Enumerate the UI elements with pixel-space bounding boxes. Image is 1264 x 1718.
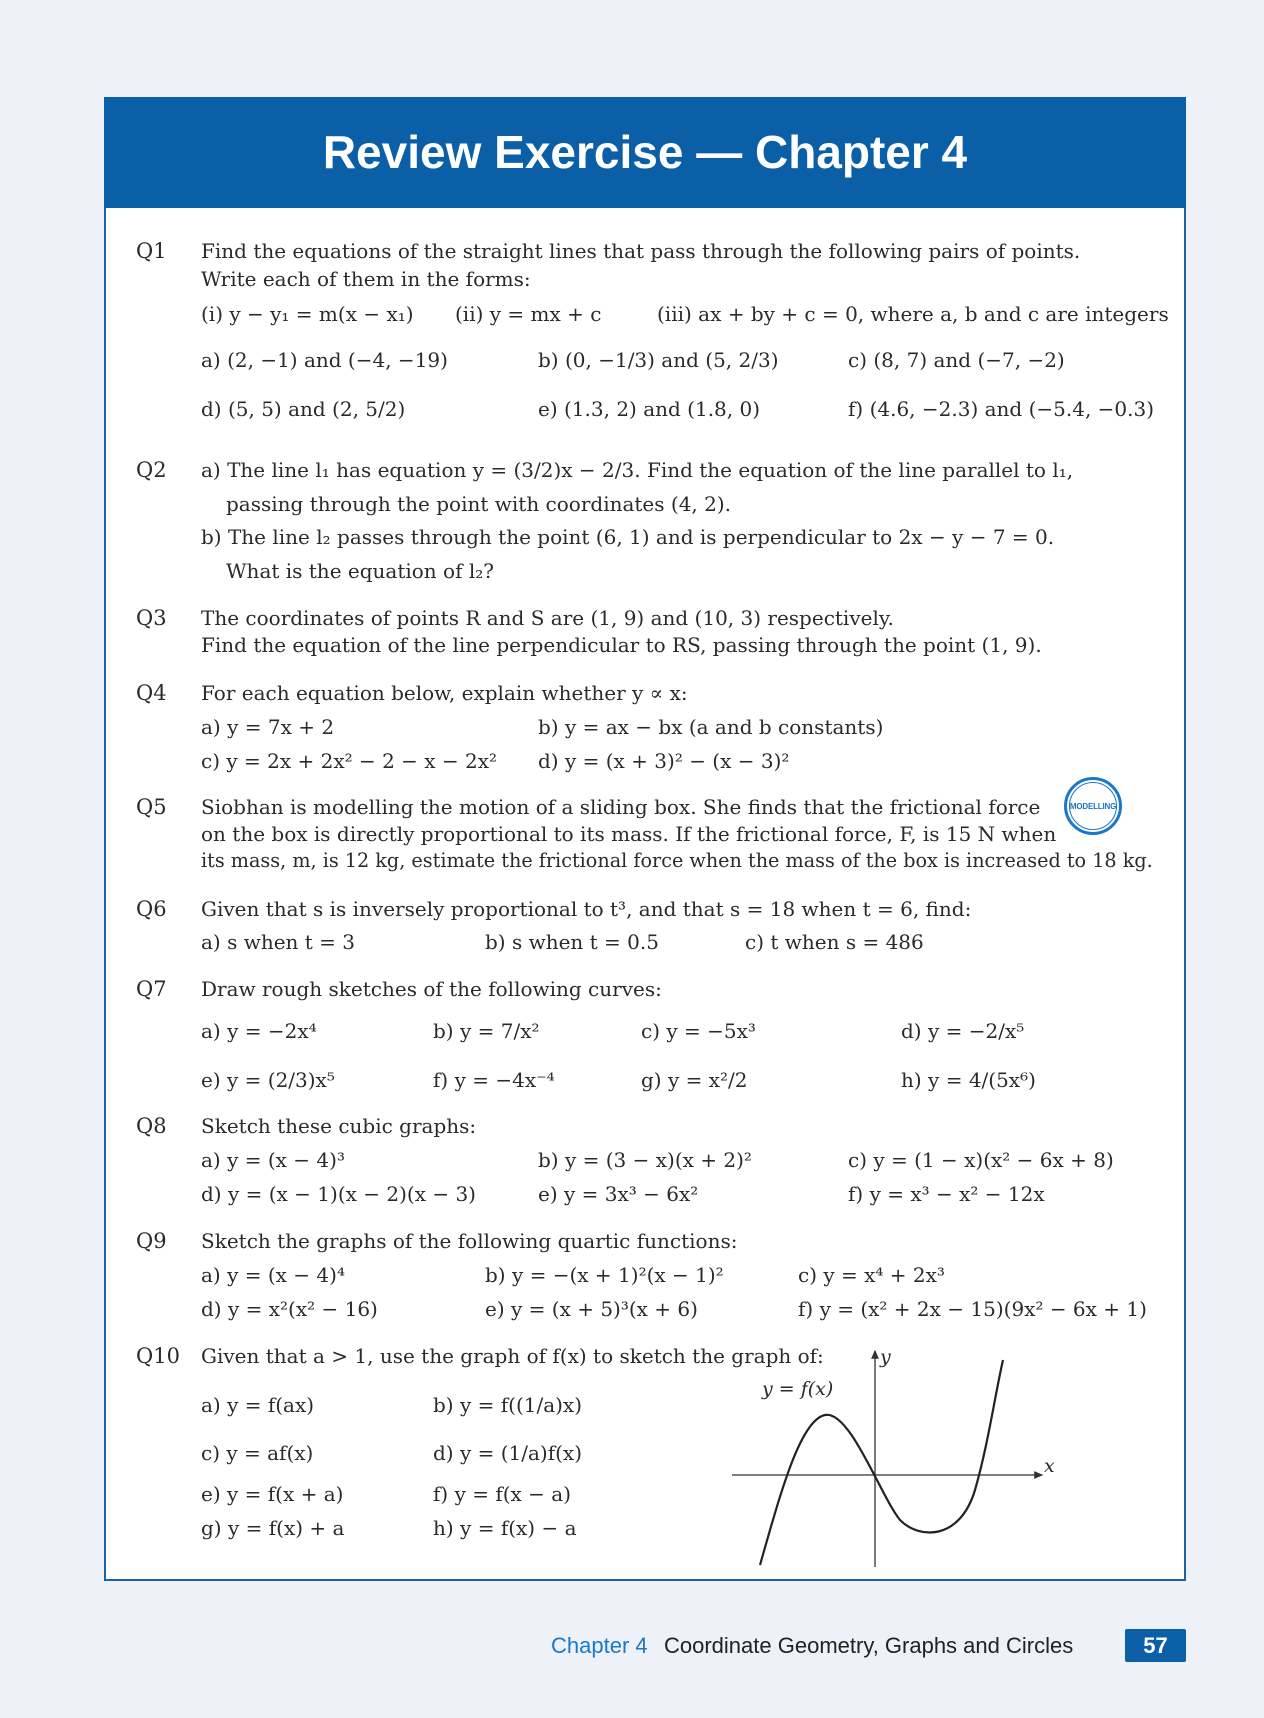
- q9-part-c: c) y = x⁴ + 2x³: [798, 1263, 945, 1287]
- q7-number: Q7: [136, 977, 167, 1001]
- q6-part-a: a) s when t = 3: [201, 930, 356, 954]
- q9-text: Sketch the graphs of the following quartic functions:: [201, 1229, 738, 1253]
- q7-part-g: g) y = x²/2: [641, 1068, 748, 1092]
- q4-number: Q4: [136, 681, 167, 705]
- q10-part-f: f) y = f(x − a): [433, 1482, 572, 1506]
- q9-part-b: b) y = −(x + 1)²(x − 1)²: [485, 1263, 724, 1287]
- q2-part-a-2: passing through the point with coordinates (4, 2).: [226, 492, 732, 516]
- q10-part-b: b) y = f((1/a)x): [433, 1393, 583, 1417]
- q7-part-h: h) y = 4/(5x⁶): [901, 1068, 1036, 1092]
- q9-number: Q9: [136, 1229, 167, 1253]
- q8-part-b: b) y = (3 − x)(x + 2)²: [538, 1148, 752, 1172]
- footer-chapter: Chapter 4: [551, 1633, 648, 1658]
- q1-number: Q1: [136, 239, 167, 263]
- q10-part-g: g) y = f(x) + a: [201, 1516, 345, 1540]
- q2-number: Q2: [136, 458, 167, 482]
- q1-form-iii: (iii) ax + by + c = 0, where a, b and c are integers: [657, 302, 1169, 326]
- q10-part-c: c) y = af(x): [201, 1441, 314, 1465]
- q8-number: Q8: [136, 1114, 167, 1138]
- page-number: 57: [1125, 1629, 1186, 1662]
- q6-number: Q6: [136, 897, 167, 921]
- q9-part-d: d) y = x²(x² − 16): [201, 1297, 378, 1321]
- page-title: Review Exercise — Chapter 4: [104, 97, 1186, 208]
- q1-text-1: Find the equations of the straight lines that pass through the following pairs of points.: [201, 239, 1081, 263]
- q1-part-c: c) (8, 7) and (−7, −2): [848, 348, 1065, 372]
- q1-form-ii: (ii) y = mx + c: [455, 302, 602, 326]
- q4-part-d: d) y = (x + 3)² − (x − 3)²: [538, 749, 790, 773]
- q10-number: Q10: [136, 1344, 180, 1368]
- q1-form-i: (i) y − y₁ = m(x − x₁): [201, 302, 414, 326]
- q4-part-a: a) y = 7x + 2: [201, 715, 335, 739]
- q4-text: For each equation below, explain whether y ∝ x:: [201, 681, 688, 705]
- q3-text-1: The coordinates of points R and S are (1, 9) and (10, 3) respectively.: [201, 606, 894, 630]
- q7-part-a: a) y = −2x⁴: [201, 1019, 317, 1043]
- q7-part-b: b) y = 7/x²: [433, 1019, 540, 1043]
- q5-text-2: on the box is directly proportional to its mass. If the frictional force, F, is 15 N when: [201, 822, 1057, 846]
- q1-part-d: d) (5, 5) and (2, 5/2): [201, 397, 406, 421]
- q10-text: Given that a > 1, use the graph of f(x) to sketch the graph of:: [201, 1344, 824, 1368]
- axis-y-label: y: [880, 1346, 891, 1368]
- q1-part-b: b) (0, −1/3) and (5, 2/3): [538, 348, 779, 372]
- q7-part-c: c) y = −5x³: [641, 1019, 756, 1043]
- q7-part-e: e) y = (2/3)x⁵: [201, 1068, 335, 1092]
- q1-part-f: f) (4.6, −2.3) and (−5.4, −0.3): [848, 397, 1155, 421]
- q1-part-e: e) (1.3, 2) and (1.8, 0): [538, 397, 761, 421]
- q7-text: Draw rough sketches of the following curves:: [201, 977, 662, 1001]
- q7-part-d: d) y = −2/x⁵: [901, 1019, 1025, 1043]
- q2-part-b-2: What is the equation of l₂?: [226, 559, 494, 583]
- q4-part-c: c) y = 2x + 2x² − 2 − x − 2x²: [201, 749, 498, 773]
- modelling-badge-label: MODELLING: [1069, 782, 1117, 830]
- q8-text: Sketch these cubic graphs:: [201, 1114, 477, 1138]
- q10-part-e: e) y = f(x + a): [201, 1482, 344, 1506]
- q6-text: Given that s is inversely proportional to t³, and that s = 18 when t = 6, find:: [201, 897, 972, 921]
- q5-number: Q5: [136, 795, 167, 819]
- q3-text-2: Find the equation of the line perpendicular to RS, passing through the point (1, 9).: [201, 633, 1042, 657]
- q2-part-a-1: a) The line l₁ has equation y = (3/2)x − 2/3. Find the equation of the line parallel to l₁,: [201, 458, 1074, 482]
- q1-part-a: a) (2, −1) and (−4, −19): [201, 348, 448, 372]
- modelling-badge-icon: [1064, 777, 1122, 835]
- q1-text-2: Write each of them in the forms:: [201, 267, 531, 291]
- q8-part-d: d) y = (x − 1)(x − 2)(x − 3): [201, 1182, 476, 1206]
- q8-part-f: f) y = x³ − x² − 12x: [848, 1182, 1045, 1206]
- q5-text-3: its mass, m, is 12 kg, estimate the frictional force when the mass of the box is increased to 18 kg.: [201, 849, 1153, 872]
- q6-part-c: c) t when s = 486: [745, 930, 924, 954]
- graph-label: y = f(x): [762, 1378, 834, 1400]
- q9-part-a: a) y = (x − 4)⁴: [201, 1263, 345, 1287]
- q9-part-e: e) y = (x + 5)³(x + 6): [485, 1297, 698, 1321]
- q2-part-b-1: b) The line l₂ passes through the point (6, 1) and is perpendicular to 2x − y − 7 = 0.: [201, 525, 1055, 549]
- q7-part-f: f) y = −4x⁻⁴: [433, 1068, 555, 1092]
- axis-x-label: x: [1044, 1455, 1055, 1477]
- footer-chapter-title: Coordinate Geometry, Graphs and Circles: [664, 1633, 1074, 1658]
- q10-part-d: d) y = (1/a)f(x): [433, 1441, 583, 1465]
- function-graph: [720, 1345, 1070, 1570]
- q10-part-a: a) y = f(ax): [201, 1393, 315, 1417]
- q5-text-1: Siobhan is modelling the motion of a sliding box. She finds that the frictional force: [201, 795, 1041, 819]
- q6-part-b: b) s when t = 0.5: [485, 930, 659, 954]
- q8-part-c: c) y = (1 − x)(x² − 6x + 8): [848, 1148, 1114, 1172]
- q8-part-e: e) y = 3x³ − 6x²: [538, 1182, 699, 1206]
- q10-part-h: h) y = f(x) − a: [433, 1516, 577, 1540]
- q3-number: Q3: [136, 606, 167, 630]
- q4-part-b: b) y = ax − bx (a and b constants): [538, 715, 884, 739]
- q9-part-f: f) y = (x² + 2x − 15)(9x² − 6x + 1): [798, 1297, 1147, 1321]
- q8-part-a: a) y = (x − 4)³: [201, 1148, 345, 1172]
